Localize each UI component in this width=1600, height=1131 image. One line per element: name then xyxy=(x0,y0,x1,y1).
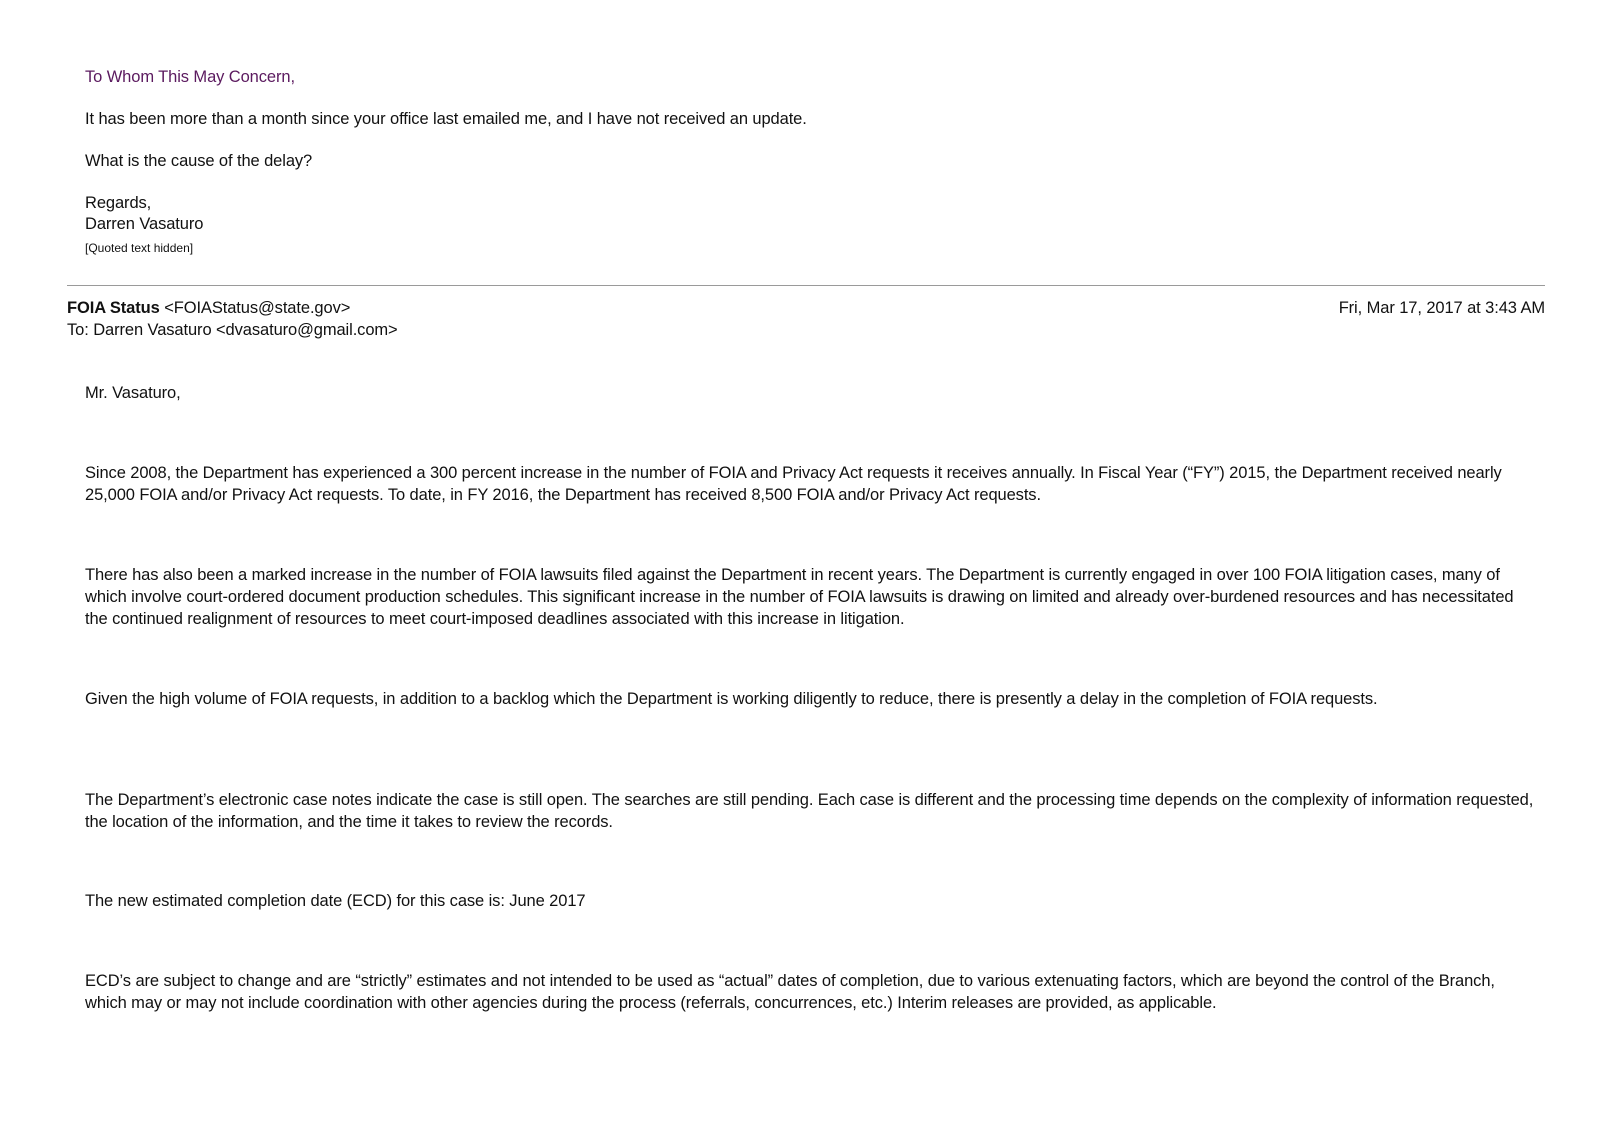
to-line: To: Darren Vasaturo <dvasaturo@gmail.com> xyxy=(67,321,398,339)
message-line-2: What is the cause of the delay? xyxy=(85,152,313,170)
message-divider xyxy=(67,285,1545,286)
message-line-1: It has been more than a month since your office last emailed me, and I have not received an update. xyxy=(85,110,807,128)
body-paragraph-3: Given the high volume of FOIA requests, in addition to a backlog which the Department is working diligently to reduce, there is presently a delay in the completion of FOIA requests. xyxy=(85,690,1378,708)
sender-name: FOIA Status xyxy=(67,299,160,317)
body-paragraph-5: The new estimated completion date (ECD) for this case is: June 2017 xyxy=(85,892,586,910)
quoted-text-toggle[interactable]: [Quoted text hidden] xyxy=(85,241,194,255)
salutation: Mr. Vasaturo, xyxy=(85,384,181,402)
closing-line: Regards, xyxy=(85,194,152,212)
reply-header xyxy=(67,297,967,341)
body-paragraph-4: The Department’s electronic case notes indicate the case is still open. The searches are still pending. Each case is different and the processing time depends on the complexity of information requested, the location of the information, and the time it takes to review the records. xyxy=(85,791,1534,831)
message-date: Fri, Mar 17, 2017 at 3:43 AM xyxy=(1338,299,1545,317)
sender-email: <FOIAStatus@state.gov> xyxy=(164,299,351,317)
body-paragraph-1: Since 2008, the Department has experienced a 300 percent increase in the number of FOIA and Privacy Act requests it receives annually. In Fiscal Year (“FY”) 2015, the Department received nearly 25,000 FOIA and/or Privacy Act requests. To date, in FY 2016, the Department has received 8,500 FOIA and/or Privacy Act requests. xyxy=(85,464,1502,504)
greeting-line: To Whom This May Concern, xyxy=(85,68,295,86)
from-line xyxy=(67,297,967,319)
body-paragraph-6: ECD’s are subject to change and are “strictly” estimates and not intended to be used as “actual” dates of completion, due to various extenuating factors, which are beyond the control of the Branch, which may or may not include coordination with other agencies during the process (referrals, concurrences, etc.) Interim releases are provided, as applicable. xyxy=(85,972,1495,1012)
body-paragraph-2: There has also been a marked increase in the number of FOIA lawsuits filed against the Department in recent years. The Department is currently engaged in over 100 FOIA litigation cases, many of which involve court-ordered document production schedules. This significant increase in the number of FOIA lawsuits is drawing on limited and already over-burdened resources and has necessitated the continued realignment of resources to meet court-imposed deadlines associated with this increase in litigation. xyxy=(85,566,1514,628)
signature-line: Darren Vasaturo xyxy=(85,215,204,233)
